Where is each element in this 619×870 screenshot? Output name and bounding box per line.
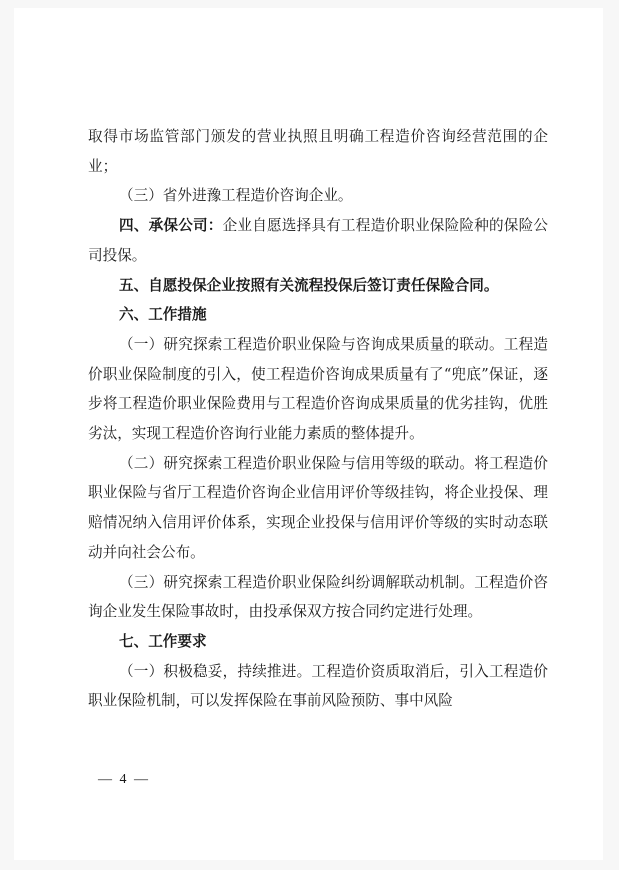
subheading-7-1: （一）积极稳妥，持续推进。 (119, 662, 312, 680)
section-heading-6: 六、工作措施 (119, 306, 207, 324)
document-body (88, 122, 548, 716)
section-heading-4: 四、承保公司： (119, 217, 223, 235)
paragraph-6-1: （一）研究探索工程造价职业保险与咨询成果质量的联动。工程造价职业保险制度的引入，使工程造价咨询成果质量有了“兜底”保证，逐步将工程造价职业保险费用与工程造价咨询成果质量的优劣挂钩，优胜劣汰，实现工程造价咨询行业能力素质的整体提升。 (88, 335, 548, 443)
paragraph-6-2: （二）研究探索工程造价职业保险与信用等级的联动。将工程造价职业保险与省厅工程造价咨询企业信用评价等级挂钩，将企业投保、理赔情况纳入信用评价体系，实现企业投保与信用评价等级的实时动态联动并向社会公布。 (88, 454, 548, 561)
paragraph-2: （三）省外进豫工程造价咨询企业。 (119, 187, 353, 205)
section-heading-7: 七、工作要求 (119, 632, 207, 650)
subheading-6-3: （三）研究探索工程造价职业保险纠纷调解联动机制。 (119, 573, 475, 591)
subheading-6-2: （二）研究探索工程造价职业保险与信用等级的联动。 (119, 454, 475, 472)
document-page (14, 8, 603, 860)
paragraph-7-1: （一）积极稳妥，持续推进。工程造价资质取消后，引入工程造价职业保险机制，可以发挥保险在事前风险预防、事中风险 (88, 662, 548, 710)
section-heading-5: 五、自愿投保企业按照有关流程投保后签订责任保险合同。 (119, 276, 499, 294)
paragraph-6-3: （三）研究探索工程造价职业保险纠纷调解联动机制。工程造价咨询企业发生保险事故时，由投承保双方按合同约定进行处理。 (88, 573, 548, 621)
paragraph-1: 取得市场监管部门颁发的营业执照且明确工程造价咨询经营范围的企业； (88, 128, 548, 175)
subheading-6-1: （一）研究探索工程造价职业保险与咨询成果质量的联动。 (119, 335, 504, 353)
paragraph-3: 四、承保公司：企业自愿选择具有工程造价职业保险险种的保险公司投保。 (88, 217, 548, 264)
page-number: — 4 — (98, 772, 150, 787)
